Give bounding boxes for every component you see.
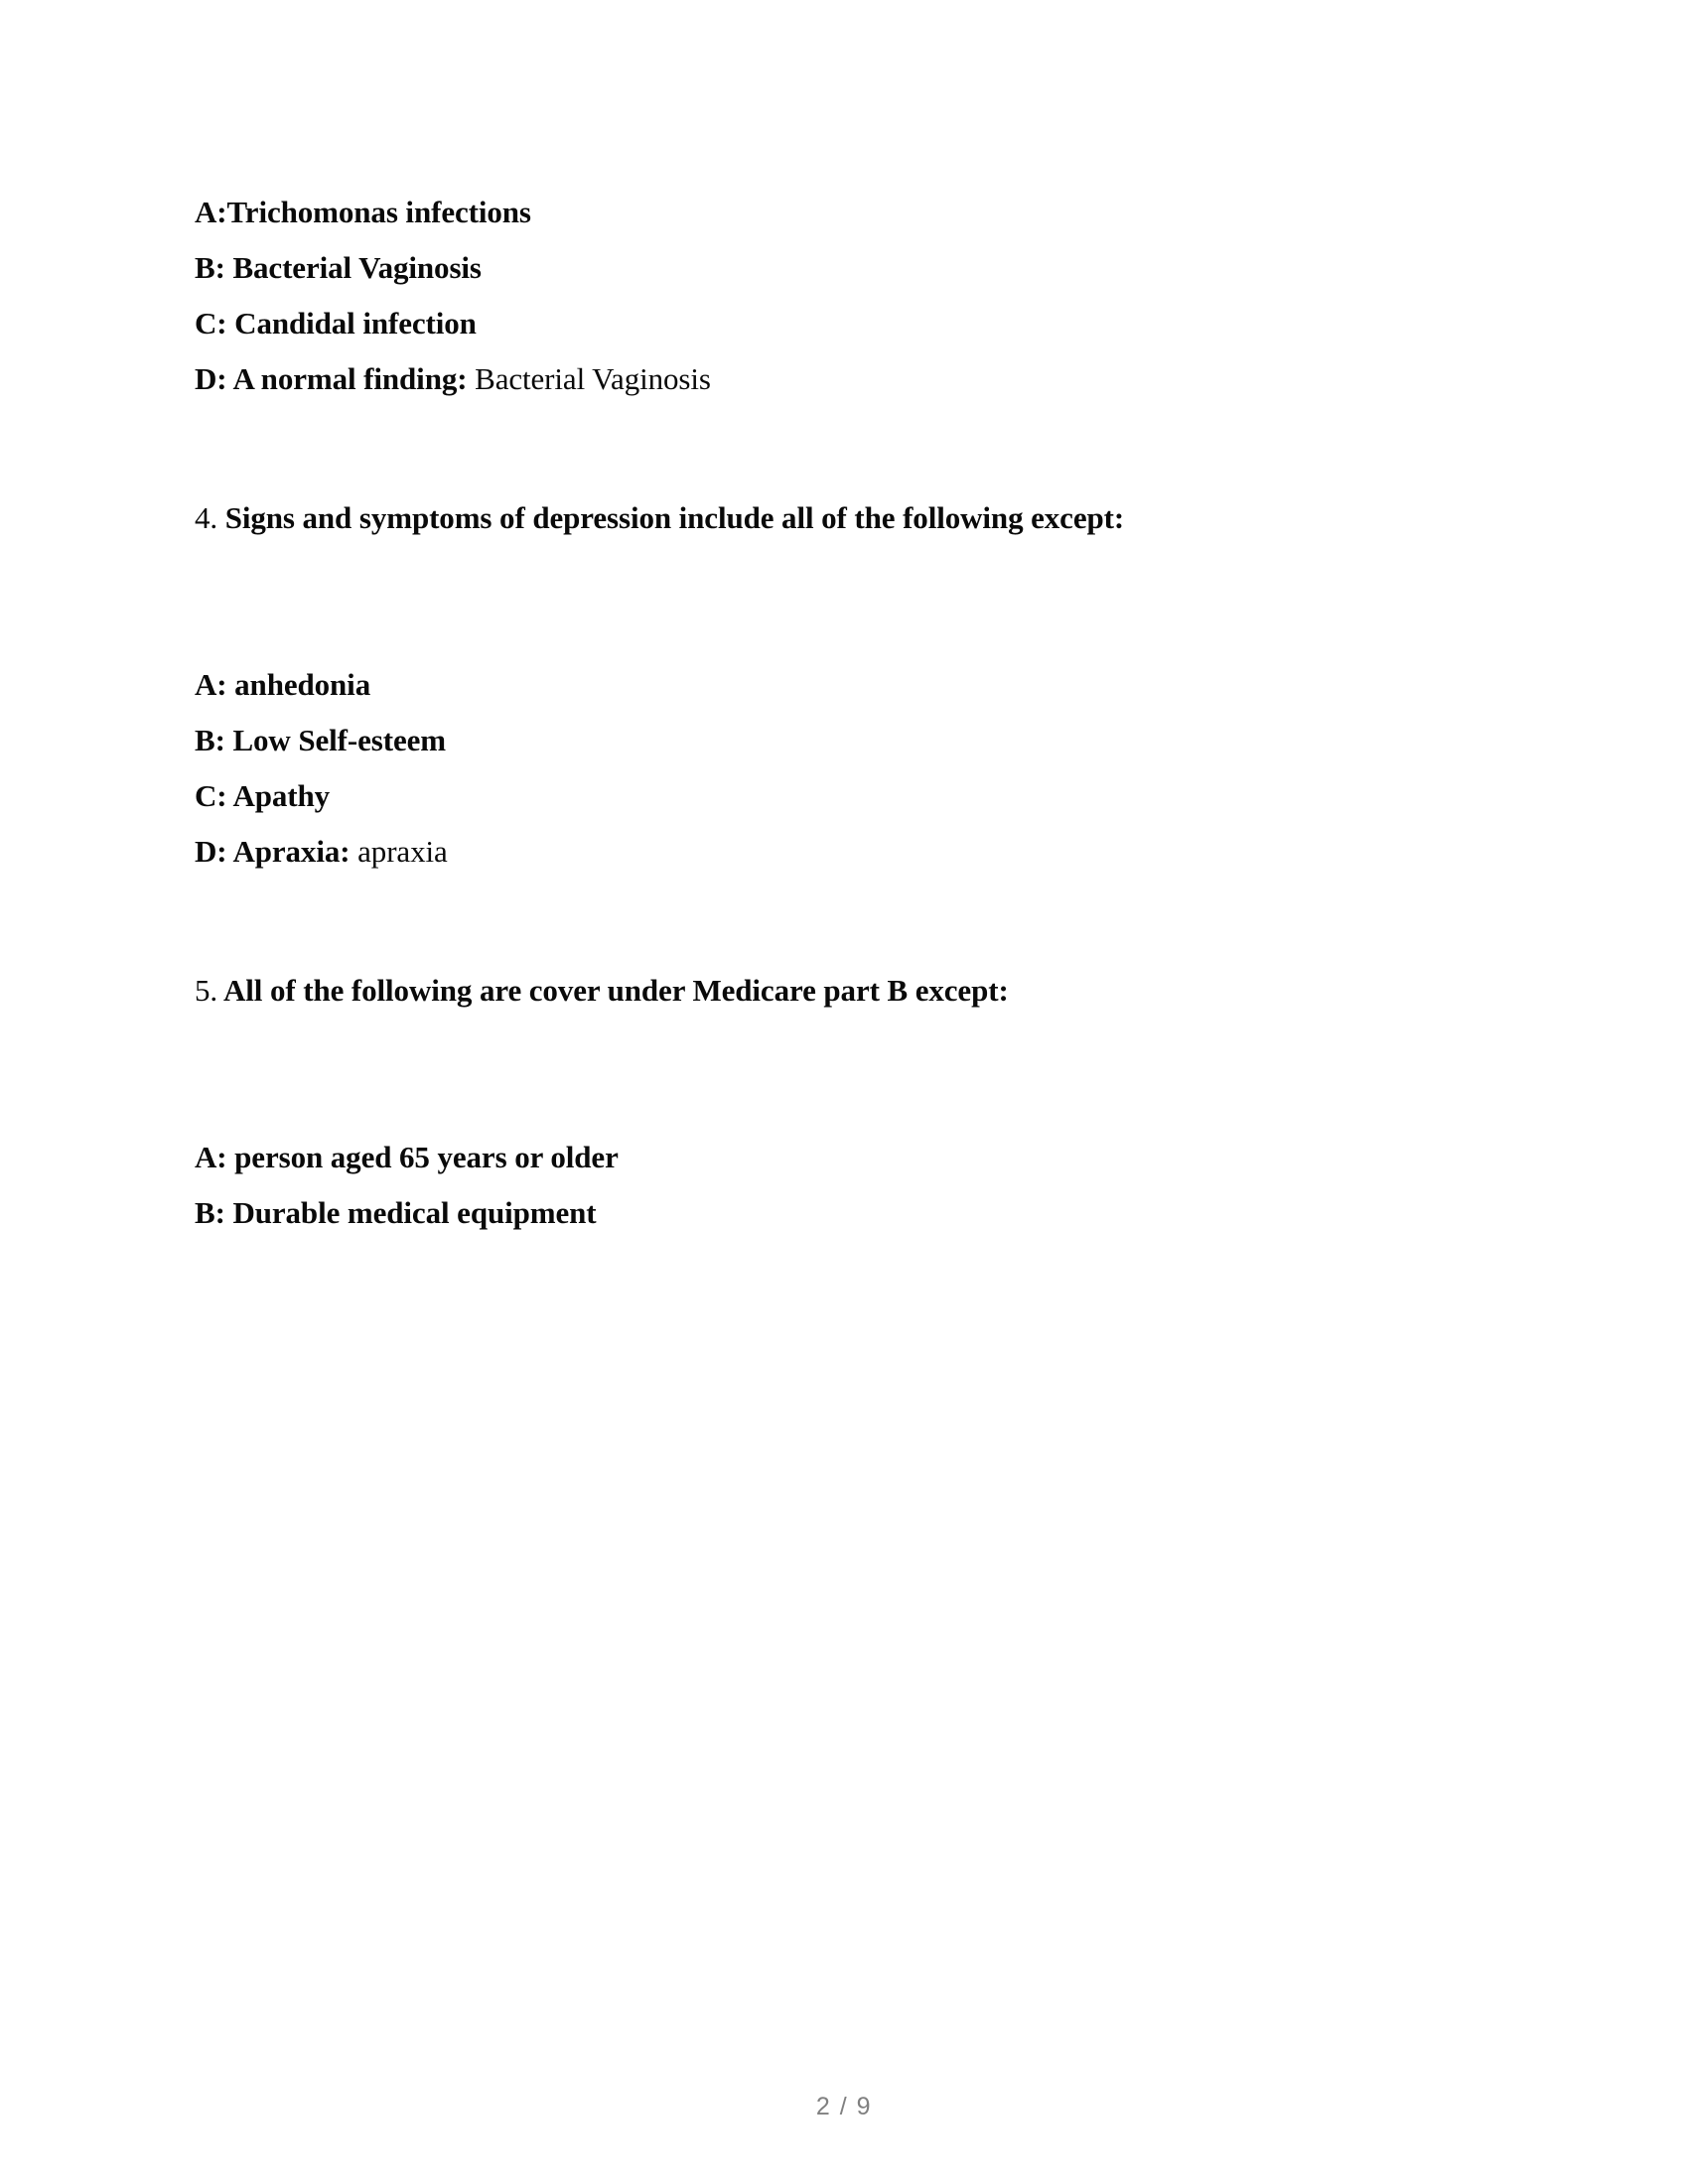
answer-option [195, 824, 1505, 880]
spacer [195, 546, 1505, 657]
answer-option-stem: B: Durable medical equipment [195, 1195, 597, 1230]
answer-option [195, 351, 1505, 407]
spacer [195, 407, 1505, 490]
answer-option-stem: D: Apraxia: [195, 834, 351, 869]
question-heading [195, 490, 1505, 546]
question-text: Signs and symptoms of depression include all of the following except: [217, 500, 1125, 535]
answer-option [195, 296, 1505, 351]
answer-option-stem: A:Trichomonas infections [195, 195, 531, 229]
question-number: 5. [195, 973, 218, 1008]
spacer [195, 880, 1505, 963]
answer-option [195, 713, 1505, 768]
answer-option [195, 1185, 1505, 1241]
answer-option-stem: B: Bacterial Vaginosis [195, 250, 482, 285]
answer-option [195, 240, 1505, 296]
answer-option-group [195, 185, 1505, 407]
document-body [195, 185, 1505, 1241]
question-text: All of the following are cover under Medicare part B except: [217, 973, 1009, 1008]
answer-option-group [195, 657, 1505, 880]
answer-option [195, 1130, 1505, 1185]
answer-option-stem: C: Apathy [195, 778, 331, 813]
answer-option-stem: D: A normal finding: [195, 361, 468, 396]
answer-option-stem: B: Low Self-esteem [195, 723, 447, 757]
answer-option-stem: A: person aged 65 years or older [195, 1140, 619, 1174]
answer-option [195, 185, 1505, 240]
answer-option-tail: Bacterial Vaginosis [467, 361, 711, 396]
question-heading [195, 963, 1505, 1019]
question-number: 4. [195, 500, 218, 535]
answer-option-group [195, 1130, 1505, 1241]
page-indicator: 2 / 9 [815, 2093, 873, 2120]
answer-option [195, 657, 1505, 713]
spacer [195, 1019, 1505, 1130]
answer-option-stem: A: anhedonia [195, 667, 371, 702]
answer-option-tail: apraxia [350, 834, 448, 869]
answer-option-stem: C: Candidal infection [195, 306, 477, 341]
answer-option [195, 768, 1505, 824]
